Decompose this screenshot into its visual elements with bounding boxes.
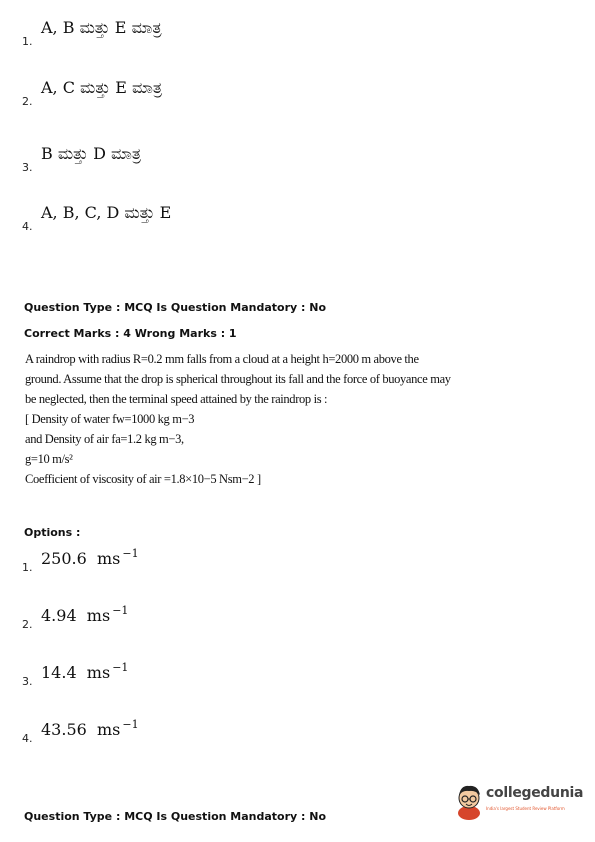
- logo-wordmark: collegedunia: [486, 785, 584, 801]
- option-number: 1.: [22, 561, 33, 574]
- option-number: 1.: [22, 35, 33, 48]
- option-exponent: −1: [112, 661, 129, 674]
- option-text: A, B, C, D ಮತ್ತು E: [41, 203, 172, 222]
- question-line: be neglected, then the terminal speed attained by the raindrop is :: [25, 392, 328, 406]
- option-number: 3.: [22, 161, 33, 174]
- option-value: 43.56: [41, 720, 87, 739]
- option-value: 250.6: [41, 549, 87, 568]
- question-line: A raindrop with radius R=0.2 mm falls from a cloud at a height h=2000 m above the: [25, 352, 419, 366]
- option-text: [41, 663, 128, 682]
- option-value: 4.94: [41, 606, 77, 625]
- option-text: B ಮತ್ತು D ಮಾತ್ರ: [41, 144, 142, 163]
- question-line: ground. Assume that the drop is spherical throughout its fall and the force of buoyance may: [25, 372, 451, 386]
- option-exponent: −1: [122, 718, 139, 731]
- question-line: [ Density of water fw=1000 kg m−3: [25, 412, 195, 426]
- question-line: Coefficient of viscosity of air =1.8×10−5 Nsm−2 ]: [25, 472, 261, 486]
- option-text: [41, 606, 128, 625]
- next-question-type-line: Question Type : MCQ Is Question Mandatory : No: [24, 810, 327, 823]
- option-number: 2.: [22, 95, 33, 108]
- option-exponent: −1: [122, 547, 139, 560]
- option-text: A, B ಮತ್ತು E ಮಾತ್ರ: [41, 18, 162, 37]
- option-unit: ms: [86, 663, 111, 682]
- logo-tagline: India's largest Student Review Platform: [486, 806, 565, 811]
- question-text: [25, 349, 465, 489]
- collegedunia-logo: [453, 783, 583, 823]
- options-label: Options :: [24, 526, 81, 539]
- option-value: 14.4: [41, 663, 77, 682]
- marks-line: Correct Marks : 4 Wrong Marks : 1: [24, 327, 237, 340]
- option-unit: ms: [86, 606, 111, 625]
- option-unit: ms: [96, 720, 121, 739]
- question-line: and Density of air fa=1.2 kg m−3,: [25, 432, 184, 446]
- option-number: 3.: [22, 675, 33, 688]
- option-exponent: −1: [112, 604, 129, 617]
- option-number: 4.: [22, 732, 33, 745]
- option-text: [41, 720, 139, 739]
- option-number: 4.: [22, 220, 33, 233]
- option-unit: ms: [96, 549, 121, 568]
- option-text: [41, 549, 139, 568]
- question-line: g=10 m/s²: [25, 452, 73, 466]
- question-type-line: Question Type : MCQ Is Question Mandatory : No: [24, 301, 327, 314]
- option-text: A, C ಮತ್ತು E ಮಾತ್ರ: [41, 78, 163, 97]
- option-number: 2.: [22, 618, 33, 631]
- mascot-icon: [453, 783, 485, 821]
